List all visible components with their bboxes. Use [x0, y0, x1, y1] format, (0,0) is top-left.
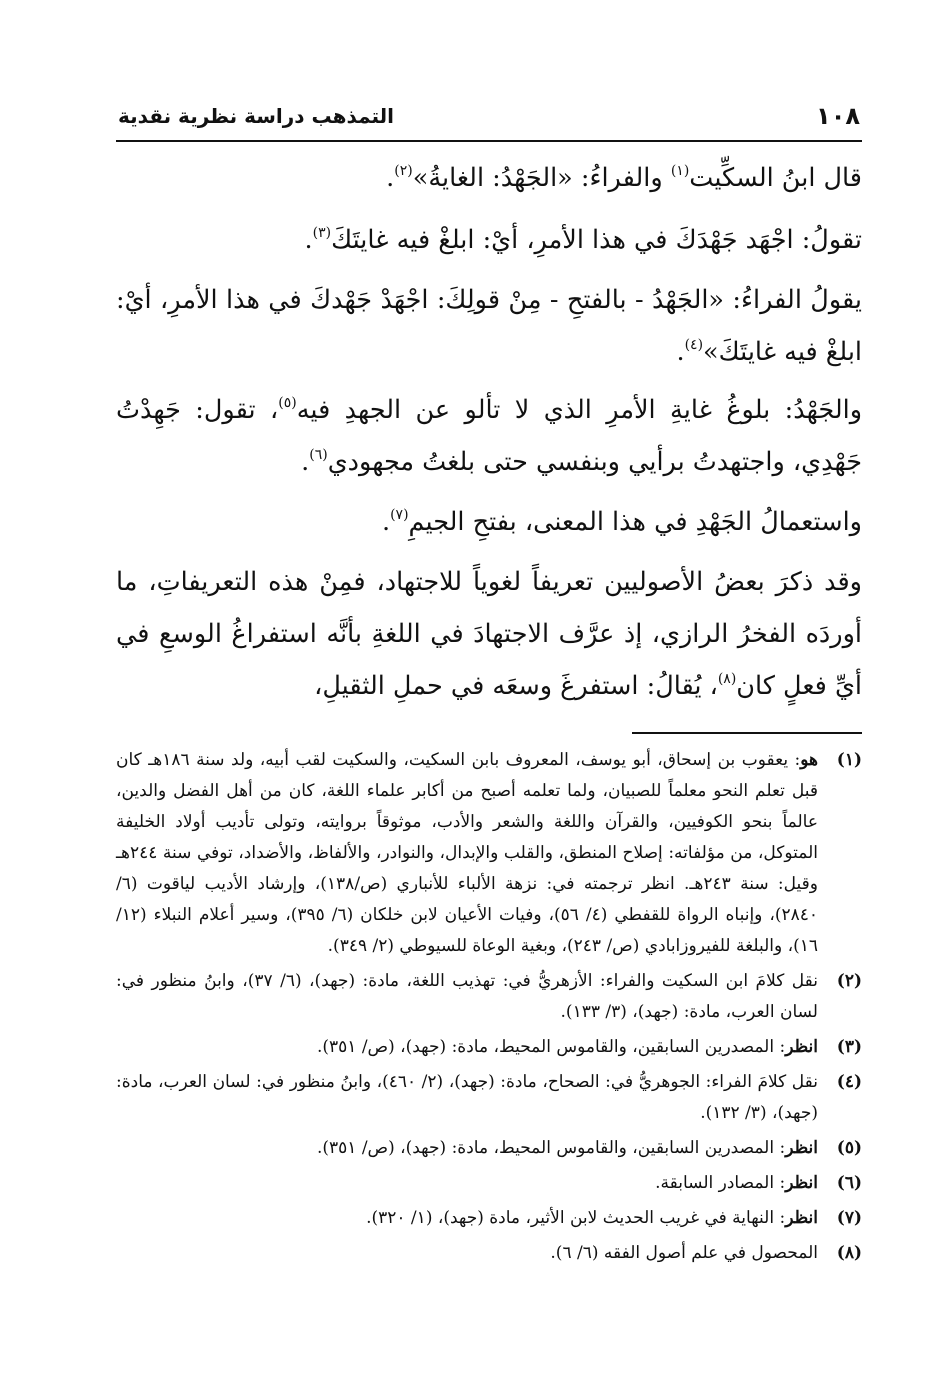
footnote-body: : النهاية في غريب الحديث لابن الأثير، مادة (جهد)، (١/ ٣٢٠). [366, 1208, 786, 1228]
footnote-ref-3: (٣) [312, 225, 332, 241]
footnote-ref-6: (٦) [309, 447, 328, 463]
text-run: واستعمالُ الجَهْدِ في هذا المعنى، بفتحِ الجيمِ [408, 507, 862, 537]
paragraph-3 [116, 274, 862, 378]
footnote-number: (٣) [836, 1037, 862, 1057]
footnote-ref-8: (٨) [717, 671, 737, 687]
footnote-body: نقل كلامَ ابن السكيت والفراء: الأزهريُّ في: تهذيب اللغة، مادة: (جهد)، (٦/ ٣٧)، وابنُ منظور في: لسان العرب، مادة: (جهد)، (٣/ ١٣٣). [116, 971, 818, 1022]
footnote-3 [116, 1032, 862, 1063]
footnote-body: : المصدرين السابقين، والقاموس المحيط، مادة: (جهد)، (ص/ ٣٥١). [316, 1037, 786, 1057]
footnote-body: المحصول في علم أصول الفقه (٦/ ٦). [550, 1243, 818, 1263]
footnote-5 [116, 1133, 862, 1164]
text-run: . [386, 163, 395, 193]
text-run: والفراءُ: «الجَهْدُ: الغايةُ» [412, 163, 671, 193]
footnote-text [116, 1133, 818, 1164]
text-run: . [381, 507, 391, 537]
footnote-6 [116, 1168, 862, 1199]
footnote-lead: هو [800, 750, 818, 770]
text-run: قال ابنُ السكِّيت [689, 163, 862, 193]
text-run: . [301, 447, 310, 477]
footnote-lead: انظر [785, 1037, 818, 1057]
paragraph-1 [116, 150, 862, 206]
footnote-text [116, 745, 818, 962]
footnote-body: نقل كلامَ الفراء: الجوهريُّ في: الصحاح، مادة: (جهد)، (٢/ ٤٦٠)، وابنُ منظور في: لسان العرب، مادة: (جهد)، (٣/ ١٣٢). [116, 1072, 818, 1123]
text-run: ، تقول: جَهِدْتُ جَهْدِي، واجتهدتُ برأيي وبنفسي حتى بلغتُ مجهودي [116, 395, 862, 477]
footnote-number: (٧) [836, 1208, 862, 1228]
main-text [116, 150, 862, 712]
footnote-body: : يعقوب بن إسحاق، أبو يوسف، المعروف بابن السكيت، والسكيت لقب أبيه، ولد سنة ١٨٦هـ كان قبل تعلم النحو معلماً للصبيان، ولما تعلمه أصبح من أكابر علماء اللغة، كان من أهل الفضل والدين، عالماً بنحو الكوفيين، والقرآن واللغة والشعر والأدب، موثوقاً بروايته، وتولى تأديب أولاد الخليفة المتوكل، من مؤلفاته: إصلاح المنطق، والقلب والإبدال، والنوادر، والألفاظ، والأضداد، توفي سنة ٢٤٤هـ وقيل: سنة ٢٤٣هـ. انظر ترجمته في: نزهة الألباء للأنباري (ص/١٣٨)، وإرشاد الأديب لياقوت (٦/ ٢٨٤٠)، وإنباه الرواة للقفطي (٤/ ٥٦)، وفيات الأعيان لابن خلكان (٦/ ٣٩٥)، وسير أعلام النبلاء (١٢/ ١٦)، والبلغة للفيروزابادي (ص/ ٢٤٣)، وبغية الوعاة للسيوطي (٢/ ٣٤٩). [116, 750, 818, 956]
footnote-ref-5: (٥) [278, 395, 297, 411]
footnote-text [116, 966, 818, 1028]
text-run: يقولُ الفراءُ: «الجَهْدُ - بالفتحِ - مِنْ قولِكَ: اجْهَدْ جَهْدكَ في هذا الأمرِ، أيْ: ابلغْ فيه غايتَكَ» [116, 285, 862, 367]
footnote-ref-2: (٢) [394, 163, 413, 179]
paragraph-6 [116, 556, 862, 712]
footnote-text [116, 1067, 818, 1129]
footnote-lead: انظر [785, 1138, 818, 1158]
footnote-8 [116, 1238, 862, 1269]
page-header [116, 100, 862, 142]
footnotes [116, 745, 862, 1273]
paragraph-2 [116, 212, 862, 268]
footnote-4 [116, 1067, 862, 1129]
paragraph-5 [116, 494, 862, 550]
text-run: . [676, 337, 685, 367]
footnote-body: : المصادر السابقة. [655, 1173, 786, 1193]
text-run: ، يُقالُ: استفرغَ وسعَه في حملِ الثقيلِ، [314, 671, 718, 701]
running-title: التمذهب دراسة نظرية نقدية [118, 104, 395, 128]
footnote-lead: انظر [785, 1173, 818, 1193]
footnote-number: (٤) [836, 1072, 862, 1092]
footnote-number: (٥) [836, 1138, 862, 1158]
text-run: . [304, 225, 313, 255]
footnote-text [116, 1032, 818, 1063]
text-run: وقد ذكرَ بعضُ الأصوليين تعريفاً لغوياً للاجتهاد، فمِنْ هذه التعريفاتِ، ما أوردَه الفخرُ الرازي، إذ عرَّف الاجتهادَ في اللغةِ بأنَّه استفراغُ الوسعِ في أيِّ فعلٍ كان [116, 567, 862, 701]
text-run: والجَهْدُ: بلوغُ غايةِ الأمرِ الذي لا تألو عن الجهدِ فيه [296, 395, 863, 425]
footnote-number: (٨) [836, 1243, 862, 1263]
footnote-body: : المصدرين السابقين، والقاموس المحيط، مادة: (جهد)، (ص/ ٣٥١). [316, 1138, 786, 1158]
footnote-ref-7: (٧) [390, 507, 409, 523]
text-run: تقولُ: اجْهَد جَهْدَكَ في هذا الأمرِ، أيْ: ابلغْ فيه غايتَكَ [331, 225, 862, 255]
paragraph-4 [116, 384, 862, 488]
footnote-lead: انظر [785, 1208, 818, 1228]
footnote-text [116, 1238, 818, 1269]
footnote-text [116, 1168, 818, 1199]
footnote-number: (١) [836, 750, 862, 770]
footnote-number: (٢) [836, 971, 862, 991]
footnote-ref-4: (٤) [684, 337, 704, 353]
footnote-1 [116, 745, 862, 962]
footnote-ref-1: (١) [670, 163, 690, 179]
footnote-separator [632, 732, 862, 734]
footnote-text [116, 1203, 818, 1234]
footnote-7 [116, 1203, 862, 1234]
page-number: ١٠٨ [816, 102, 860, 130]
footnote-2 [116, 966, 862, 1028]
footnote-number: (٦) [836, 1173, 862, 1193]
